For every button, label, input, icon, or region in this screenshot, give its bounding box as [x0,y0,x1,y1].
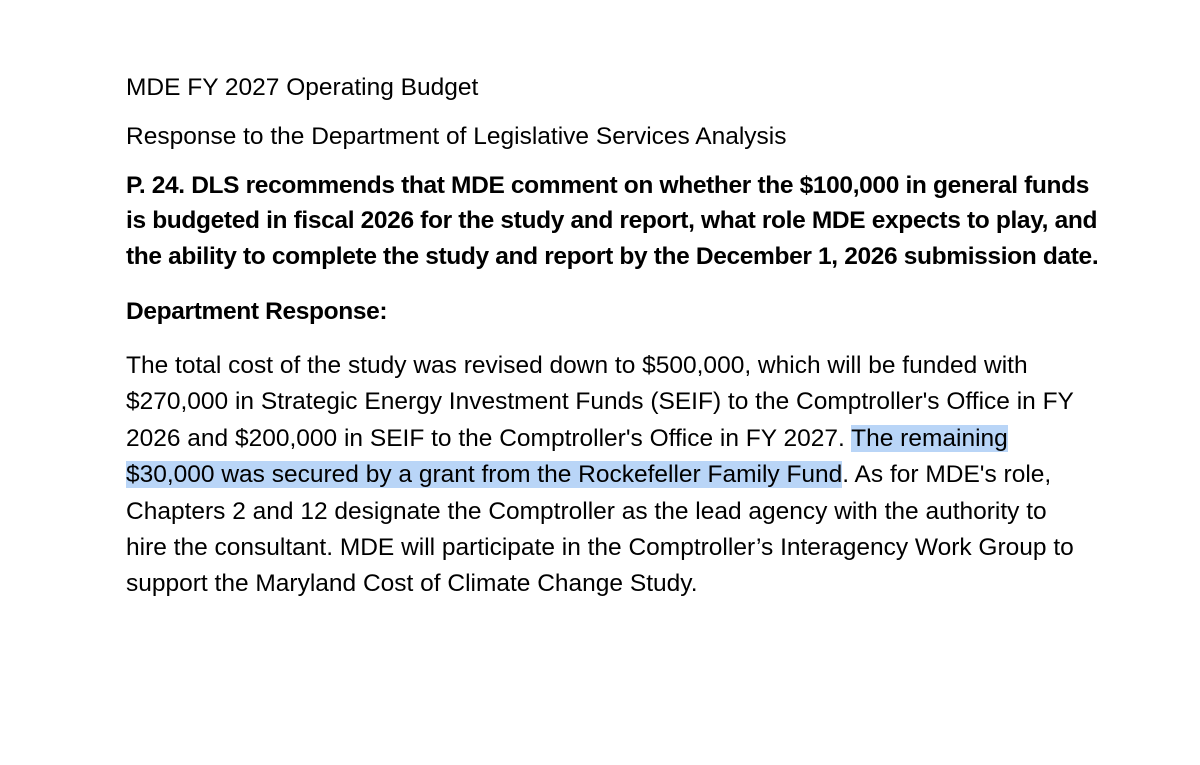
document-subtitle: Response to the Department of Legislative Services Analysis [126,123,787,150]
highlighted-selection[interactable]: The remaining [851,425,1008,452]
response-line: Chapters 2 and 12 designate the Comptroller as the lead agency with the authority to [126,498,1047,525]
response-line [126,424,1008,454]
response-text: . As for MDE's role, [842,461,1052,488]
response-text: 2026 and $200,000 in SEIF to the Comptroller's Office in FY 2027. [126,425,852,452]
question-line: is budgeted in fiscal 2026 for the study and report, what role MDE expects to play, and [126,207,1098,234]
response-line [126,460,1051,490]
document-title: MDE FY 2027 Operating Budget [126,74,479,101]
response-line: hire the consultant. MDE will participate in the Comptroller’s Interagency Work Group to [126,534,1074,561]
response-heading: Department Response: [126,298,388,325]
response-line: $270,000 in Strategic Energy Investment Funds (SEIF) to the Comptroller's Office in FY [126,388,1074,415]
response-line: support the Maryland Cost of Climate Change Study. [126,570,698,597]
response-line: The total cost of the study was revised down to $500,000, which will be funded with [126,352,1028,379]
question-line: the ability to complete the study and report by the December 1, 2026 submission date. [126,243,1099,270]
highlighted-selection[interactable]: $30,000 was secured by a grant from the Rockefeller Family Fund [126,461,843,488]
question-line: P. 24. DLS recommends that MDE comment on whether the $100,000 in general funds [126,172,1090,199]
